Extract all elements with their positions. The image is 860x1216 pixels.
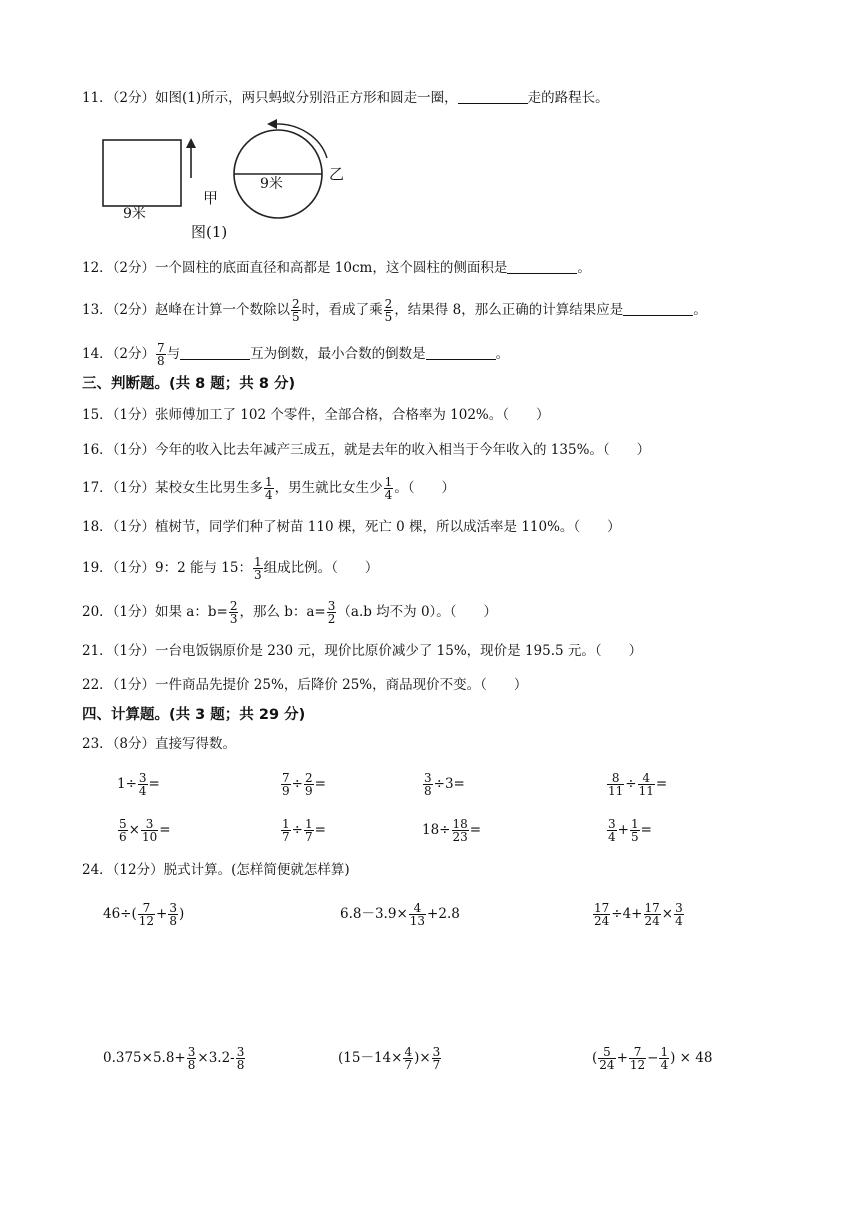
question-12: 12．（2分）一个圆柱的底面直径和高都是 10cm，这个圆柱的侧面积是 。 [82,260,591,276]
q23-item-8: $\frac{3}{4}$ + $\frac{1}{5}$ = [608,817,652,844]
fraction: $\frac{3}{2}$ [327,599,336,626]
fraction: $\frac{2}{5}$ [384,297,393,324]
question-15: 15．（1分）张师傅加工了 102 个零件，全部合格，合格率为 102%。（ ） [82,407,550,423]
answer-blank[interactable] [426,345,496,360]
q24-expr-6: ( $\frac{5}{24}$ + $\frac{7}{12}$ − $\frac{1}{4}$ ) × 48 [592,1045,713,1072]
q23-item-2: $\frac{7}{9}$ ÷ $\frac{2}{9}$ = [282,771,326,798]
question-24-title: 24．（12分）脱式计算。(怎样简便就怎样算) [82,862,350,878]
question-16: 16．（1分）今年的收入比去年减产三成五，就是去年的收入相当于今年收入的 135%。（ ） [82,442,651,458]
q23-item-5: $\frac{5}{6}$ × $\frac{3}{10}$ = [119,817,171,844]
q23-item-7: 18÷ $\frac{18}{23}$ = [422,817,482,844]
q24-expr-3: $\frac{17}{24}$ ÷4+ $\frac{17}{24}$ × $\frac{3}{4}$ [594,901,683,928]
q24-expr-4: 0.375×5.8+ $\frac{3}{8}$ ×3.2- $\frac{3}{8}$ [103,1045,245,1072]
section-title-calculation: 四、计算题。(共 3 题；共 29 分) [82,707,306,723]
q23-item-6: $\frac{1}{7}$ ÷ $\frac{1}{7}$ = [282,817,326,844]
square-shape [103,140,181,206]
q24-expr-5: (15－14× $\frac{4}{7}$ )× $\frac{3}{7}$ [338,1045,441,1072]
answer-blank[interactable] [623,301,693,316]
figure-ant-paths: 9米 9米 甲 乙 图(1) [95,118,335,246]
question-14: 14．（2分） $\frac{7}{8}$ 与 互为倒数，最小合数的倒数是 。 [82,341,510,368]
question-22: 22．（1分）一件商品先提价 25%，后降价 25%，商品现价不变。（ ） [82,677,528,693]
fraction: $\frac{7}{8}$ [157,341,165,368]
fraction: $\frac{1}{3}$ [253,555,262,582]
answer-blank[interactable] [507,259,577,274]
answer-blank[interactable] [180,345,250,360]
q23-item-1: 1÷ $\frac{3}{4}$ = [117,771,160,798]
question-11: 11．（2分）如图(1)所示，两只蚂蚁分别沿正方形和圆走一圈， 走的路程长。 [82,90,609,106]
question-13: 13．（2分）赵峰在计算一个数除以 $\frac{2}{5}$ 时，看成了乘 $\frac{2}{5}$ ，结果得 8，那么正确的计算结果应是 。 [82,297,707,324]
fraction: $\frac{2}{5}$ [292,297,300,324]
q24-expr-2: 6.8－3.9× $\frac{4}{13}$ +2.8 [340,901,460,928]
q24-expr-1: 46÷( $\frac{7}{12}$ + $\frac{3}{8}$ ) [103,901,185,928]
question-23-title: 23．（8分）直接写得数。 [82,736,237,752]
question-18: 18．（1分）植树节，同学们种了树苗 110 棵，死亡 0 棵，所以成活率是 110%。（ ） [82,519,621,535]
question-19: 19．（1分）9：2 能与 15： $\frac{1}{3}$ 组成比例。（ ） [82,555,379,582]
arrowhead-icon [186,138,196,148]
question-17: 17．（1分）某校女生比男生多 $\frac{1}{4}$ ，男生就比女生少 $\frac{1}{4}$ 。（ ） [82,475,456,502]
q23-item-3: $\frac{3}{8}$ ÷3= [424,771,465,798]
fraction: $\frac{1}{4}$ [265,475,273,502]
fraction: $\frac{2}{3}$ [229,599,238,626]
fraction: $\frac{1}{4}$ [384,475,393,502]
question-21: 21．（1分）一台电饭锅原价是 230 元，现价比原价减少了 15%，现价是 195.5 元。（ ） [82,643,643,659]
q23-item-4: $\frac{8}{11}$ ÷ $\frac{4}{11}$ = [608,771,668,798]
section-title-judgement: 三、判断题。(共 8 题；共 8 分) [82,376,296,392]
answer-blank[interactable] [458,89,528,104]
question-20: 20．（1分）如果 a：b= $\frac{2}{3}$ ，那么 b：a= $\frac{3}{2}$ （a.b 均不为 0）。（ ） [82,599,498,626]
curved-arrow-icon [275,124,327,158]
